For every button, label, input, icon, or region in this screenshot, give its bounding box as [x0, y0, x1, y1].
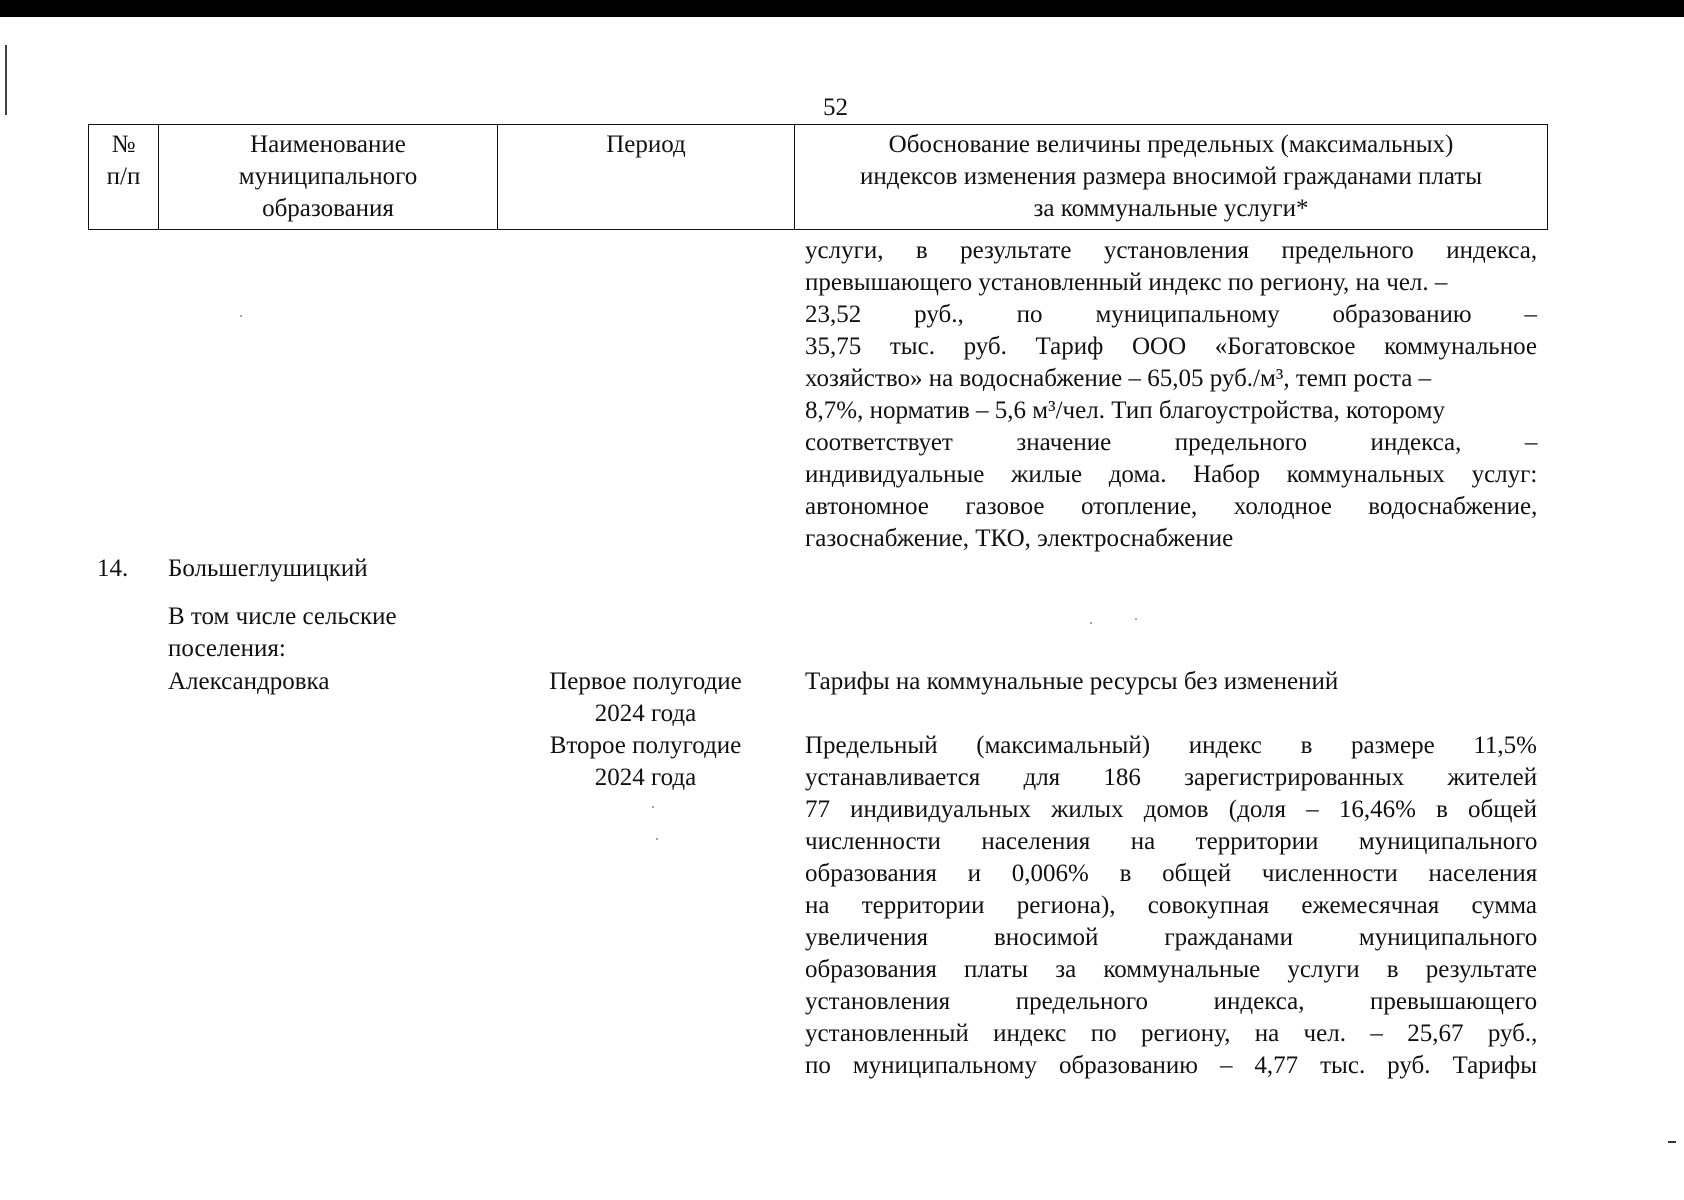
- period-line: 2024 года: [594, 700, 697, 727]
- header-col-period: [498, 125, 795, 229]
- text-line: устанавливается для 186 зарегистрированных жителей: [805, 764, 1538, 791]
- text-line: численности населения на территории муниципального: [805, 828, 1538, 855]
- text-line: 23,52 руб., по муниципальному образованию –: [805, 301, 1537, 328]
- text-line: Предельный (максимальный) индекс в размере 11,5%: [805, 732, 1537, 759]
- period-line: Второе полугодие: [549, 732, 742, 759]
- text-line: превышающего установленный индекс по региону, на чел. –: [805, 269, 1448, 296]
- text-line: по муниципальному образованию – 4,77 тыс. руб. Тарифы: [805, 1052, 1538, 1079]
- row-number: 14.: [97, 555, 129, 582]
- text-line: услуги, в результате установления предельного индекса,: [805, 237, 1538, 264]
- header-col-name: [159, 125, 498, 229]
- text-line: 8,7%, норматив – 5,6 м³/чел. Тип благоустройства, которому: [805, 397, 1445, 424]
- justification-second-half: [805, 730, 1537, 1082]
- text-line: 77 индивидуальных жилых домов (доля – 16,46% в общей: [805, 796, 1537, 823]
- scan-speck: [652, 806, 654, 808]
- text-line: автономное газовое отопление, холодное водоснабжение,: [805, 493, 1538, 520]
- text-line: хозяйство» на водоснабжение – 65,05 руб./м³, темп роста –: [805, 365, 1432, 392]
- scan-border-top: [0, 0, 1684, 17]
- page-number: 52: [823, 94, 848, 121]
- justification-first-half: Тарифы на коммунальные ресурсы без изменений: [805, 668, 1339, 695]
- subheading: [168, 601, 397, 665]
- header-col-number-label: № п/п: [106, 131, 141, 190]
- text-line: установления предельного индекса, превышающего: [805, 988, 1538, 1015]
- settlement-name: Александровка: [168, 668, 330, 695]
- header-col-justification-label: Обоснование величины предельных (максимальных) индексов изменения размера вносимой гражданами платы за коммунальные услуги*: [859, 131, 1483, 222]
- subheading-line: поселения:: [168, 635, 286, 662]
- text-line: 35,75 тыс. руб. Тариф ООО «Богатовское коммунальное: [805, 333, 1537, 360]
- table-header: [88, 124, 1548, 230]
- scan-speck: [1090, 622, 1092, 624]
- text-line: газоснабжение, ТКО, электроснабжение: [805, 525, 1234, 552]
- period-line: Первое полугодие: [549, 668, 742, 695]
- scan-speck: [1135, 618, 1137, 620]
- scan-mark: [1668, 1141, 1676, 1143]
- period-line: 2024 года: [594, 764, 697, 791]
- header-col-period-label: Период: [606, 131, 686, 158]
- scan-border-left-mark: [5, 45, 7, 115]
- text-line: образования и 0,006% в общей численности населения: [805, 860, 1538, 887]
- subheading-line: В том числе сельские: [168, 603, 397, 630]
- text-line: образования платы за коммунальные услуги в результате: [805, 956, 1537, 983]
- text-line: индивидуальные жилые дома. Набор коммунальных услуг:: [805, 461, 1538, 488]
- text-line: соответствует значение предельного индекса, –: [805, 429, 1538, 456]
- text-line: установленный индекс по региону, на чел. – 25,67 руб.,: [805, 1020, 1538, 1047]
- text-line: на территории региона), совокупная ежемесячная сумма: [805, 892, 1537, 919]
- header-col-justification: [795, 125, 1547, 229]
- scan-speck: [240, 315, 242, 317]
- period-first-half: [497, 666, 794, 730]
- scan-speck: [656, 838, 658, 840]
- municipality-name: Большеглушицкий: [168, 555, 368, 582]
- continuation-text: [805, 235, 1537, 555]
- period-second-half: [497, 730, 794, 794]
- header-col-number: [89, 125, 159, 229]
- text-line: увеличения вносимой гражданами муниципального: [805, 924, 1538, 951]
- header-col-name-label: Наименование муниципального образования: [238, 131, 418, 222]
